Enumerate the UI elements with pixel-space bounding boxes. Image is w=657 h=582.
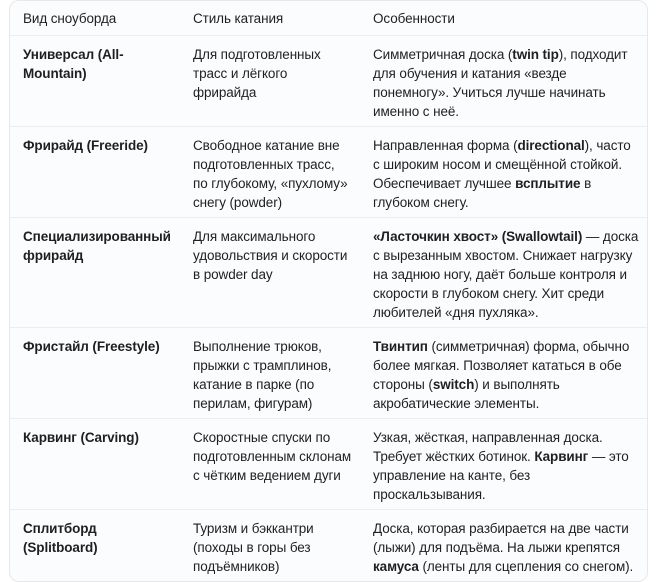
riding-style-cell: Для максимального удовольствия и скорости в powder day xyxy=(180,218,360,328)
snowboard-type-cell: Карвинг (Carving) xyxy=(10,419,180,510)
table-row xyxy=(10,419,647,510)
features-cell: Направленная форма (directional), часто с широким носом и смещённой стойкой. Обеспечивает лучшее всплытие в глубоком снегу. xyxy=(360,127,647,218)
riding-style-cell: Выполнение трюков, прыжки с трамплинов, катание в парке (по перилам, фигурам) xyxy=(180,328,360,419)
snowboard-type-cell: Фристайл (Freestyle) xyxy=(10,328,180,419)
features-cell: Симметричная доска (twin tip), подходит для обучения и катания «везде понемногу». Учиться лучше начинать именно с неё. xyxy=(360,36,647,127)
header-row xyxy=(10,1,647,36)
snowboard-type-cell: Специализированный фрирайд xyxy=(10,218,180,328)
features-cell: Твинтип (симметричная) форма, обычно более мягкая. Позволяет кататься в обе стороны (switch) и выполнять акробатические элементы. xyxy=(360,328,647,419)
riding-style-cell: Свободное катание вне подготовленных трасс, по глубокому, «пухлому» снегу (powder) xyxy=(180,127,360,218)
features-cell: «Ласточкин хвост» (Swallowtail) — доска с вырезанным хвостом. Снижает нагрузку на заднюю ногу, даёт больше контроля и скорости в глубоком снегу. Хит среди любителей «дня пухляка». xyxy=(360,218,647,328)
column-header-snowboard-type: Вид сноуборда xyxy=(10,1,180,36)
column-header-riding-style: Стиль катания xyxy=(180,1,360,36)
features-cell: Узкая, жёсткая, направленная доска. Требует жёстких ботинок. Карвинг — это управление на канте, без проскальзывания. xyxy=(360,419,647,510)
snowboard-table xyxy=(10,1,647,581)
table-header xyxy=(10,1,647,36)
snowboard-type-cell: Фрирайд (Freeride) xyxy=(10,127,180,218)
table-row xyxy=(10,127,647,218)
riding-style-cell: Скоростные спуски по подготовленным склонам с чётким ведением дуги xyxy=(180,419,360,510)
table-row xyxy=(10,510,647,582)
table-row xyxy=(10,328,647,419)
column-header-features: Особенности xyxy=(360,1,647,36)
snowboard-table-container xyxy=(9,0,648,582)
features-cell: Доска, которая разбирается на две части (лыжи) для подъёма. На лыжи крепятся камуса (ленты для сцепления со снегом). xyxy=(373,521,634,574)
snowboard-type-cell: Универсал (All-Mountain) xyxy=(10,36,180,127)
table-body xyxy=(10,36,647,582)
snowboard-type-cell: Сплитборд (Splitboard) xyxy=(23,521,98,555)
riding-style-cell: Для подготовленных трасс и лёгкого фрирайда xyxy=(180,36,360,127)
table-row xyxy=(10,36,647,127)
table-row xyxy=(10,218,647,328)
riding-style-cell: Туризм и бэккантри (походы в горы без подъёмников) xyxy=(193,521,314,574)
